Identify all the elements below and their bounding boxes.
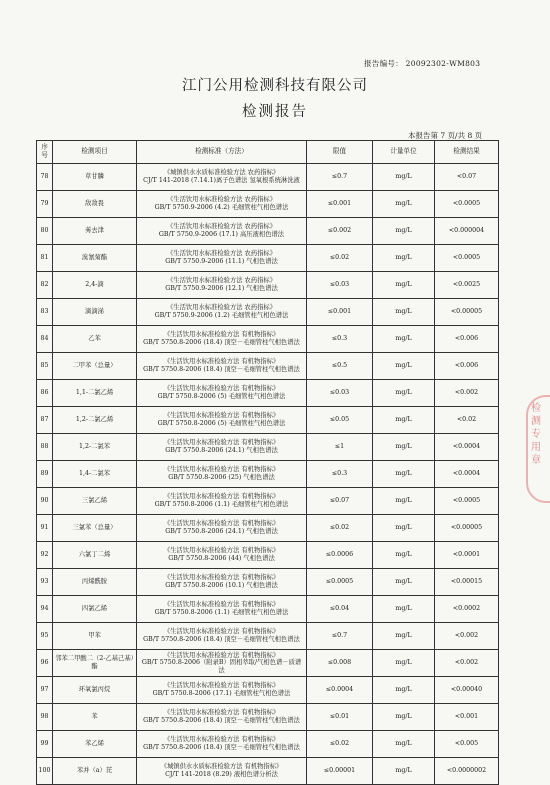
row-method bbox=[137, 569, 307, 596]
report-number: 报告编号： 20092302-WM803 bbox=[364, 59, 481, 68]
row-limit: ≤0.07 bbox=[307, 488, 373, 515]
method-line: GB/T 5750.8-2006 (18.4) 顶空－毛细管柱气相色谱法 bbox=[143, 636, 300, 643]
row-method bbox=[137, 380, 307, 407]
row-item: 甲苯 bbox=[53, 623, 137, 650]
method-line: 《城镇供水水质标准检验方法 农药指标》 bbox=[163, 169, 280, 177]
row-result: <0.00015 bbox=[435, 569, 499, 596]
row-result: <0.0000002 bbox=[435, 758, 499, 785]
table-row bbox=[37, 461, 499, 488]
method-line: GB/T 5750.8-2006 (1.1) 毛细管柱气相色谱法 bbox=[154, 609, 289, 616]
table-row bbox=[37, 407, 499, 434]
table-row bbox=[37, 380, 499, 407]
row-method bbox=[137, 218, 307, 245]
row-limit: ≤0.02 bbox=[307, 515, 373, 542]
method-line: GB/T 5750.9-2006 (17.1) 高压液相色谱法 bbox=[158, 231, 285, 238]
row-unit: mg/L bbox=[373, 758, 435, 785]
row-unit: mg/L bbox=[373, 191, 435, 218]
row-method bbox=[137, 191, 307, 218]
method-line: 《生活饮用水标准检验方法 有机物指标》 bbox=[163, 493, 280, 501]
row-unit: mg/L bbox=[373, 596, 435, 623]
row-number: 93 bbox=[37, 569, 53, 596]
row-unit: mg/L bbox=[373, 164, 435, 191]
method-line: GB/T 5750.8-2006 (5) 毛细管柱气相色谱法 bbox=[157, 393, 286, 400]
col-header-no: 序号 bbox=[37, 141, 53, 164]
row-item: 2,4-滴 bbox=[53, 272, 137, 299]
method-line: 《生活饮用水标准检验方法 有机物指标》 bbox=[163, 412, 280, 420]
row-number: 78 bbox=[37, 164, 53, 191]
row-result: <0.00005 bbox=[435, 515, 499, 542]
row-number: 90 bbox=[37, 488, 53, 515]
method-line: 《生活饮用水标准检验方法 农药指标》 bbox=[166, 196, 277, 204]
row-limit: ≤0.05 bbox=[307, 407, 373, 434]
row-item: 二甲苯（总量） bbox=[53, 353, 137, 380]
row-item: 1,4-二氯苯 bbox=[53, 461, 137, 488]
table-row bbox=[37, 542, 499, 569]
inspection-seal-text: 检测专用章 bbox=[531, 403, 541, 466]
row-limit: ≤0.00001 bbox=[307, 758, 373, 785]
row-unit: mg/L bbox=[373, 434, 435, 461]
row-result: <0.0005 bbox=[435, 488, 499, 515]
method-line: GB/T 5750.8-2006 (1.1) 毛细管柱气相色谱法 bbox=[154, 501, 289, 508]
row-unit: mg/L bbox=[373, 731, 435, 758]
row-method bbox=[137, 731, 307, 758]
row-unit: mg/L bbox=[373, 623, 435, 650]
page-info: 本报告第 7 页/共 8 页 bbox=[408, 131, 483, 140]
method-line: GB/T 5750.8-2006 (18.4) 顶空－毛细管柱气相色谱法 bbox=[143, 339, 300, 346]
method-line: 《生活饮用水标准检验方法 有机物指标》 bbox=[163, 466, 280, 474]
method-line: 法 bbox=[218, 666, 225, 674]
table-row bbox=[37, 245, 499, 272]
results-table bbox=[36, 140, 499, 785]
row-method bbox=[137, 299, 307, 326]
method-line: 《生活饮用水标准检验方法 有机物指标》 bbox=[163, 709, 280, 717]
table-row bbox=[37, 650, 499, 677]
row-result: <0.02 bbox=[435, 407, 499, 434]
row-number: 79 bbox=[37, 191, 53, 218]
row-unit: mg/L bbox=[373, 488, 435, 515]
method-line: GB/T 5750.8-2006 (17.1) 毛细管柱气相色谱法 bbox=[152, 690, 291, 697]
row-number: 89 bbox=[37, 461, 53, 488]
table-row bbox=[37, 596, 499, 623]
row-unit: mg/L bbox=[373, 326, 435, 353]
method-line: GB/T 5750.9-2006 (11.1) 气相色谱法 bbox=[165, 258, 278, 265]
table-row bbox=[37, 434, 499, 461]
method-line: 《城镇供水水质标准检验方法 有机物指标》 bbox=[160, 763, 283, 771]
row-limit: ≤0.0005 bbox=[307, 569, 373, 596]
row-unit: mg/L bbox=[373, 515, 435, 542]
table-row bbox=[37, 272, 499, 299]
method-line: 《生活饮用水标准检验方法 有机物指标》 bbox=[163, 331, 280, 339]
row-number: 99 bbox=[37, 731, 53, 758]
col-header-limit: 限值 bbox=[307, 141, 373, 164]
method-line: GB/T 5750.9-2006 (1.2) 毛细管柱气相色谱法 bbox=[154, 312, 289, 319]
row-unit: mg/L bbox=[373, 380, 435, 407]
table-row bbox=[37, 299, 499, 326]
row-result: <0.00005 bbox=[435, 299, 499, 326]
row-item: 乙苯 bbox=[53, 326, 137, 353]
row-item: 敌敌畏 bbox=[53, 191, 137, 218]
row-method bbox=[137, 272, 307, 299]
row-method bbox=[137, 677, 307, 704]
row-unit: mg/L bbox=[373, 461, 435, 488]
row-method bbox=[137, 488, 307, 515]
row-item: 苯乙烯 bbox=[53, 731, 137, 758]
row-item: 环氧氯丙烷 bbox=[53, 677, 137, 704]
method-line: GB/T 5750.8-2006 (10.1) 气相色谱法 bbox=[165, 582, 278, 589]
table-row bbox=[37, 191, 499, 218]
row-item: 莠去津 bbox=[53, 218, 137, 245]
row-limit: ≤0.0004 bbox=[307, 677, 373, 704]
row-method bbox=[137, 434, 307, 461]
row-method bbox=[137, 623, 307, 650]
row-limit: ≤0.3 bbox=[307, 326, 373, 353]
row-number: 92 bbox=[37, 542, 53, 569]
row-limit: ≤0.001 bbox=[307, 299, 373, 326]
table-row bbox=[37, 677, 499, 704]
col-header-item: 检测项目 bbox=[53, 141, 137, 164]
row-result: <0.0001 bbox=[435, 542, 499, 569]
row-number: 83 bbox=[37, 299, 53, 326]
row-limit: ≤0.008 bbox=[307, 650, 373, 677]
row-method bbox=[137, 407, 307, 434]
method-line: 《生活饮用水标准检验方法 有机物指标》 bbox=[163, 547, 280, 555]
method-line: GB/T 5750.8-2006 (18.4) 顶空－毛细管柱气相色谱法 bbox=[143, 744, 300, 751]
row-result: <0.0005 bbox=[435, 245, 499, 272]
row-item: 苯 bbox=[53, 704, 137, 731]
row-limit: ≤0.03 bbox=[307, 272, 373, 299]
row-method bbox=[137, 164, 307, 191]
row-result: <0.00040 bbox=[435, 677, 499, 704]
table-row bbox=[37, 758, 499, 785]
row-limit: ≤0.002 bbox=[307, 218, 373, 245]
row-item: 三氯乙烯 bbox=[53, 488, 137, 515]
row-method bbox=[137, 326, 307, 353]
method-line: 《生活饮用水标准检验方法 有机物指标》 bbox=[163, 358, 280, 366]
row-number: 84 bbox=[37, 326, 53, 353]
method-line: GB/T 5750.8-2006 (44) 气相色谱法 bbox=[168, 555, 275, 562]
method-line: GB/T 5750.9-2006 (12.1) 气相色谱法 bbox=[165, 285, 278, 292]
row-unit: mg/L bbox=[373, 677, 435, 704]
row-result: <0.07 bbox=[435, 164, 499, 191]
row-item: 1,2-二氯苯 bbox=[53, 434, 137, 461]
row-limit: ≤0.03 bbox=[307, 380, 373, 407]
method-line: GB/T 5750.8-2006 (24.1) 气相色谱法 bbox=[165, 447, 278, 454]
row-unit: mg/L bbox=[373, 299, 435, 326]
table-row bbox=[37, 731, 499, 758]
row-method bbox=[137, 704, 307, 731]
method-line: 《生活饮用水标准检验方法 农药指标》 bbox=[166, 277, 277, 285]
method-line: GB/T 5750.8-2006 (5) 毛细管柱气相色谱法 bbox=[157, 420, 286, 427]
row-limit: ≤0.001 bbox=[307, 191, 373, 218]
row-item: 邻苯二甲酸二（2-乙基己基）酯 bbox=[53, 650, 137, 677]
report-title: 检测报告 bbox=[242, 104, 308, 120]
row-result: <0.002 bbox=[435, 650, 499, 677]
method-line: GB/T 5750.9-2006 (4.2) 毛细管柱气相色谱法 bbox=[154, 204, 289, 211]
row-number: 87 bbox=[37, 407, 53, 434]
table-row bbox=[37, 218, 499, 245]
method-line: GB/T 5750.8-2006（附录B）固相萃取/气相色谱－质谱 bbox=[141, 659, 302, 667]
row-number: 85 bbox=[37, 353, 53, 380]
method-line: CJ/T 141-2018 (7.14.1)离子色谱法 氢氧根系统淋洗液 bbox=[143, 177, 300, 184]
row-limit: ≤0.02 bbox=[307, 245, 373, 272]
row-limit: ≤0.7 bbox=[307, 164, 373, 191]
method-line: 《生活饮用水标准检验方法 有机物指标》 bbox=[163, 736, 280, 744]
method-line: 《生活饮用水标准检验方法 农药指标》 bbox=[166, 304, 277, 312]
row-result: <0.000004 bbox=[435, 218, 499, 245]
row-unit: mg/L bbox=[373, 245, 435, 272]
row-method bbox=[137, 758, 307, 785]
row-limit: ≤1 bbox=[307, 434, 373, 461]
table-row bbox=[37, 488, 499, 515]
method-line: CJ/T 141-2018 (8.29) 液相色谱分析法 bbox=[165, 771, 278, 778]
col-header-result: 检测结果 bbox=[435, 141, 499, 164]
table-row bbox=[37, 515, 499, 542]
row-limit: ≤0.04 bbox=[307, 596, 373, 623]
row-number: 91 bbox=[37, 515, 53, 542]
row-result: <0.0025 bbox=[435, 272, 499, 299]
method-line: GB/T 5750.8-2006 (25) 气相色谱法 bbox=[168, 474, 275, 481]
row-result: <0.0005 bbox=[435, 191, 499, 218]
row-method bbox=[137, 515, 307, 542]
row-number: 95 bbox=[37, 623, 53, 650]
method-line: 《生活饮用水标准检验方法 农药指标》 bbox=[166, 223, 277, 231]
row-method bbox=[137, 542, 307, 569]
col-header-unit: 计量单位 bbox=[373, 141, 435, 164]
method-line: 《生活饮用水标准检验方法 有机物指标》 bbox=[163, 439, 280, 447]
row-item: 六氯丁二烯 bbox=[53, 542, 137, 569]
row-result: <0.0002 bbox=[435, 596, 499, 623]
row-number: 97 bbox=[37, 677, 53, 704]
row-limit: ≤0.3 bbox=[307, 461, 373, 488]
row-number: 100 bbox=[37, 758, 53, 785]
row-unit: mg/L bbox=[373, 704, 435, 731]
table-row bbox=[37, 326, 499, 353]
col-header-method: 检测标准（方法） bbox=[137, 141, 307, 164]
row-item: 1,1-二氯乙烯 bbox=[53, 380, 137, 407]
row-unit: mg/L bbox=[373, 542, 435, 569]
method-line: 《生活饮用水标准检验方法 有机物指标》 bbox=[163, 628, 280, 636]
row-item: 草甘膦 bbox=[53, 164, 137, 191]
row-unit: mg/L bbox=[373, 650, 435, 677]
row-unit: mg/L bbox=[373, 353, 435, 380]
row-unit: mg/L bbox=[373, 407, 435, 434]
table-row bbox=[37, 704, 499, 731]
row-result: <0.002 bbox=[435, 380, 499, 407]
method-line: 《生活饮用水标准检验方法 有机物指标》 bbox=[163, 385, 280, 393]
row-number: 80 bbox=[37, 218, 53, 245]
table-row bbox=[37, 353, 499, 380]
row-method bbox=[137, 650, 307, 677]
table-row bbox=[37, 569, 499, 596]
row-item: 三氯苯（总量） bbox=[53, 515, 137, 542]
row-item: 溴氰菊酯 bbox=[53, 245, 137, 272]
row-result: <0.0004 bbox=[435, 461, 499, 488]
method-line: 《生活饮用水标准检验方法 有机物指标》 bbox=[163, 651, 280, 659]
row-limit: ≤0.5 bbox=[307, 353, 373, 380]
row-number: 94 bbox=[37, 596, 53, 623]
row-number: 81 bbox=[37, 245, 53, 272]
row-item: 苯并（a）芘 bbox=[53, 758, 137, 785]
table-row bbox=[37, 164, 499, 191]
method-line: GB/T 5750.8-2006 (24.1) 气相色谱法 bbox=[165, 528, 278, 535]
row-result: <0.001 bbox=[435, 704, 499, 731]
row-unit: mg/L bbox=[373, 569, 435, 596]
row-method bbox=[137, 353, 307, 380]
row-unit: mg/L bbox=[373, 272, 435, 299]
row-result: <0.005 bbox=[435, 731, 499, 758]
method-line: 《生活饮用水标准检验方法 有机物指标》 bbox=[163, 682, 280, 690]
row-result: <0.0004 bbox=[435, 434, 499, 461]
method-line: GB/T 5750.8-2006 (18.4) 顶空－毛细管柱气相色谱法 bbox=[143, 717, 300, 724]
row-number: 82 bbox=[37, 272, 53, 299]
row-item: 滴滴涕 bbox=[53, 299, 137, 326]
row-unit: mg/L bbox=[373, 218, 435, 245]
row-method bbox=[137, 461, 307, 488]
row-item: 丙烯酰胺 bbox=[53, 569, 137, 596]
row-method bbox=[137, 245, 307, 272]
row-number: 88 bbox=[37, 434, 53, 461]
row-result: <0.002 bbox=[435, 623, 499, 650]
row-number: 98 bbox=[37, 704, 53, 731]
row-limit: ≤0.0006 bbox=[307, 542, 373, 569]
table-row bbox=[37, 623, 499, 650]
row-item: 四氯乙烯 bbox=[53, 596, 137, 623]
row-result: <0.006 bbox=[435, 353, 499, 380]
method-line: 《生活饮用水标准检验方法 农药指标》 bbox=[166, 250, 277, 258]
row-number: 86 bbox=[37, 380, 53, 407]
row-limit: ≤0.01 bbox=[307, 704, 373, 731]
row-number: 96 bbox=[37, 650, 53, 677]
method-line: 《生活饮用水标准检验方法 有机物指标》 bbox=[163, 601, 280, 609]
method-line: 《生活饮用水标准检验方法 有机物指标》 bbox=[163, 520, 280, 528]
row-item: 1,2-二氯乙烯 bbox=[53, 407, 137, 434]
method-line: GB/T 5750.8-2006 (18.4) 顶空－毛细管柱气相色谱法 bbox=[143, 366, 300, 373]
company-name: 江门公用检测科技有限公司 bbox=[182, 78, 368, 94]
row-limit: ≤0.7 bbox=[307, 623, 373, 650]
row-result: <0.006 bbox=[435, 326, 499, 353]
table-header-row bbox=[37, 141, 499, 164]
row-limit: ≤0.02 bbox=[307, 731, 373, 758]
method-line: 《生活饮用水标准检验方法 有机物指标》 bbox=[163, 574, 280, 582]
row-method bbox=[137, 596, 307, 623]
